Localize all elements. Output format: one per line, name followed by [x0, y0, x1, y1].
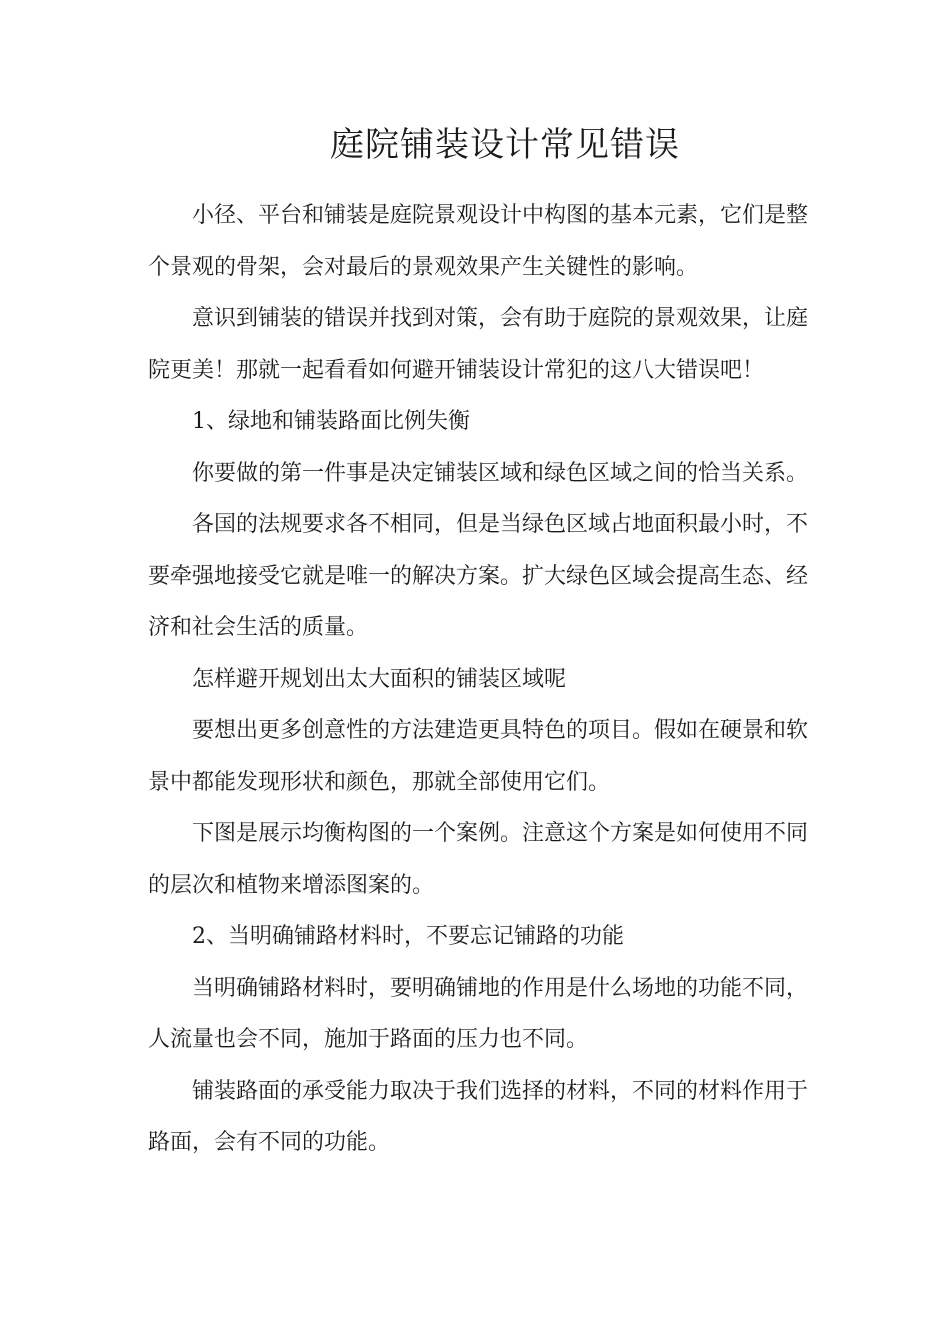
- paragraph-question: 怎样避开规划出太大面积的铺装区域呢: [192, 666, 567, 692]
- paragraph-creative-methods: 要想出更多创意性的方法建造更具特色的项目。假如在硬景和软景中都能发现形状和颜色，那就全部使用它们。: [148, 718, 809, 795]
- paragraph-regulations: 各国的法规要求各不相同，但是当绿色区域占地面积最小时，不要牵强地接受它就是唯一的解决方案。扩大绿色区域会提高生态、经济和社会生活的质量。: [148, 512, 809, 640]
- paragraph-capacity: 铺装路面的承受能力取决于我们选择的材料，不同的材料作用于路面，会有不同的功能。: [148, 1078, 809, 1155]
- paragraph-first-task: 你要做的第一件事是决定铺装区域和绿色区域之间的恰当关系。: [192, 460, 809, 486]
- document-title: 庭院铺装设计常见错误: [330, 125, 680, 165]
- paragraph-example: 下图是展示均衡构图的一个案例。注意这个方案是如何使用不同的层次和植物来增添图案的。: [148, 821, 809, 898]
- section-heading-2: 2、当明确铺路材料时，不要忘记铺路的功能: [192, 924, 624, 949]
- paragraph-intro: 小径、平台和铺装是庭院景观设计中构图的基本元素，它们是整个景观的骨架，会对最后的景观效果产生关键性的影响。: [148, 203, 809, 280]
- paragraph-awareness: 意识到铺装的错误并找到对策，会有助于庭院的景观效果，让庭院更美！那就一起看看如何避开铺装设计常犯的这八大错误吧！: [148, 306, 809, 383]
- paragraph-function: 当明确铺路材料时，要明确铺地的作用是什么场地的功能不同，人流量也会不同，施加于路面的压力也不同。: [148, 975, 809, 1052]
- document-body: [148, 190, 808, 1169]
- section-heading-1: 1、绿地和铺装路面比例失衡: [192, 409, 470, 434]
